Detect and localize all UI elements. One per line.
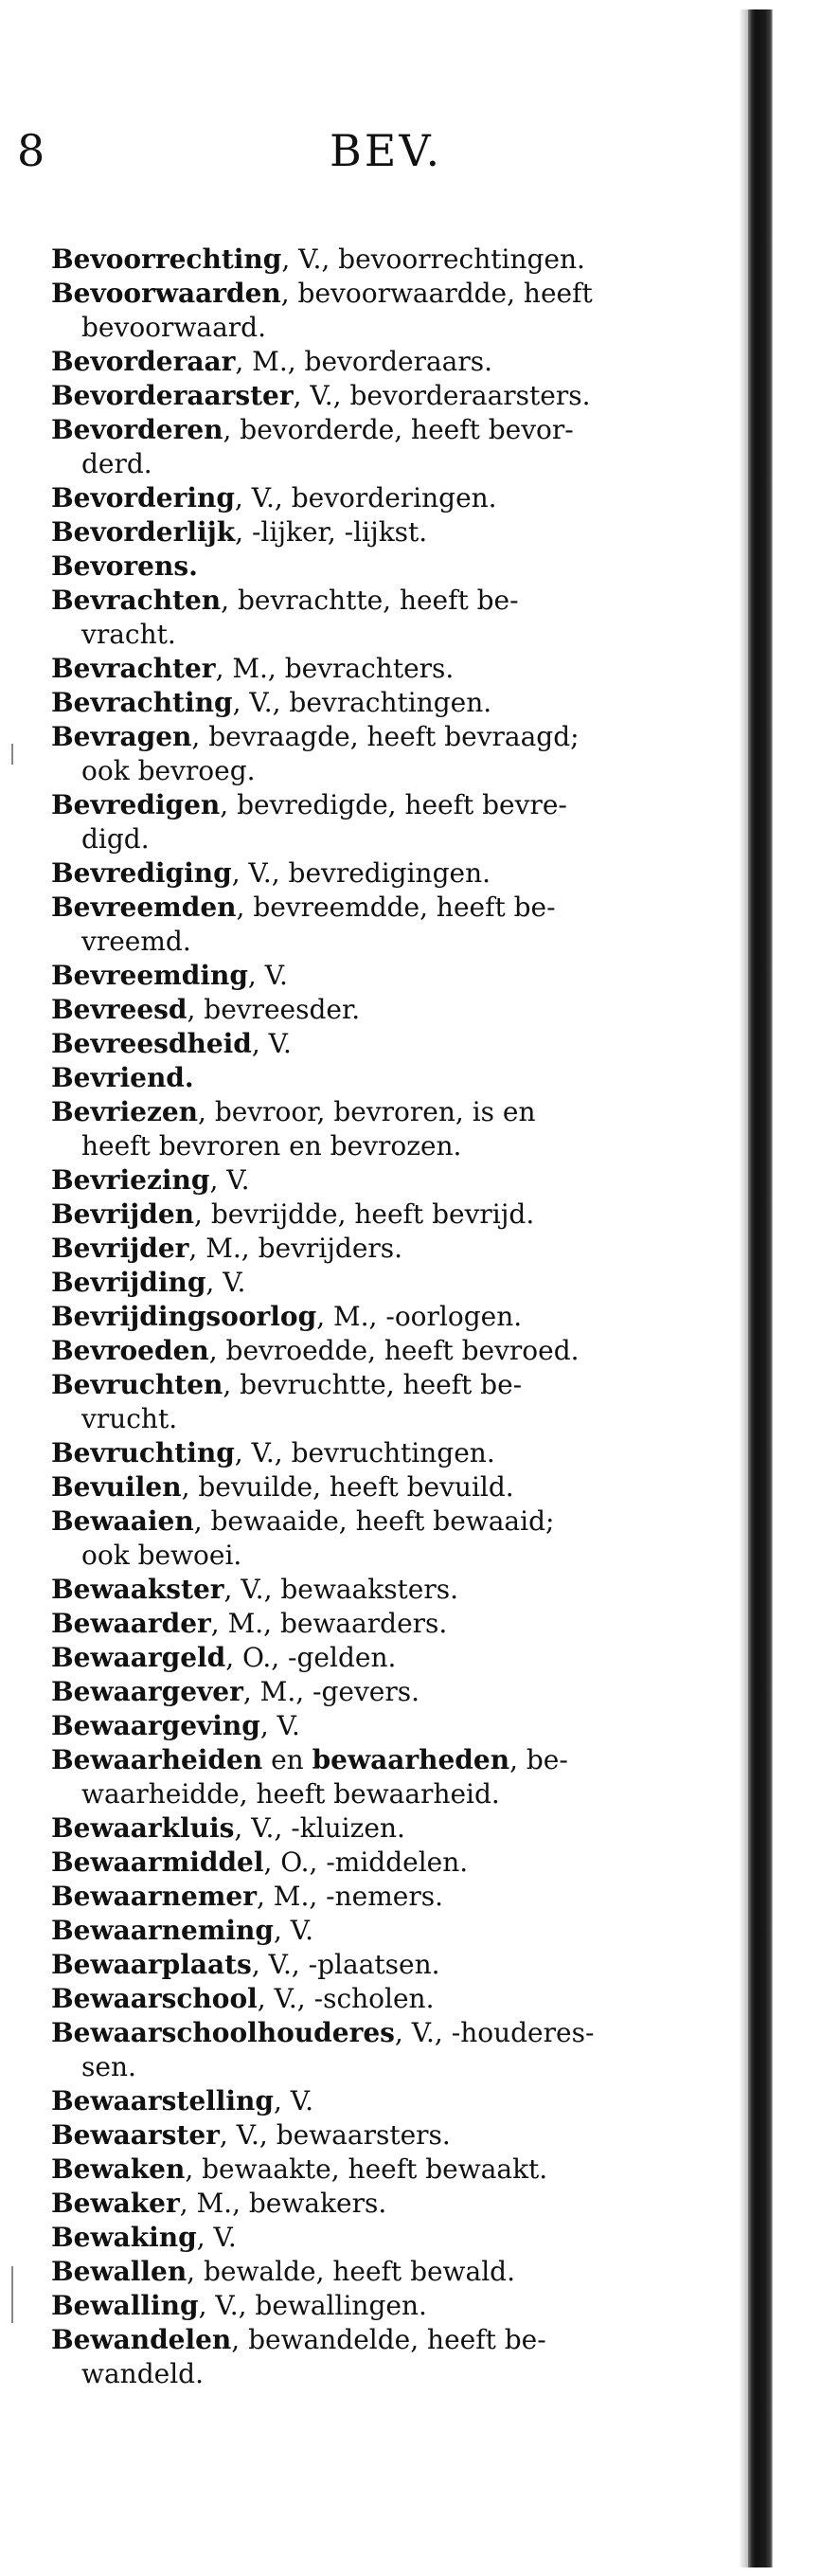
entry-line (51, 1948, 733, 1982)
entry-line (51, 2221, 733, 2255)
headword: Bevrijding (51, 1267, 206, 1298)
entry-line (51, 1743, 733, 1777)
entry-line (51, 1061, 733, 1095)
entry-text: wandeld. (81, 2358, 204, 2389)
dictionary-entry (51, 1163, 733, 1198)
entry-line (51, 1709, 733, 1743)
entry-line (51, 993, 733, 1027)
dictionary-entry (51, 1436, 733, 1470)
entry-text: , bevorderde, heeft bevor- (223, 414, 574, 445)
entry-text: , V., bewaaksters. (223, 1574, 459, 1605)
dictionary-entry (51, 1198, 733, 1232)
entry-continuation (51, 925, 733, 959)
entry-line (51, 686, 733, 720)
entry-text: , V., bevruchtingen. (234, 1437, 495, 1468)
entry-line (51, 2289, 733, 2323)
entry-text: , bevoorwaardde, heeft (280, 278, 593, 309)
dictionary-entry (51, 652, 733, 686)
entry-text: , V. (259, 1710, 300, 1741)
entry-text: , be- (509, 1744, 568, 1775)
dictionary-entry (51, 379, 733, 413)
headword: Bewaargeving (51, 1710, 260, 1741)
headword: Bewaarder (51, 1608, 211, 1639)
entry-text: , M., bevrijders. (188, 1233, 403, 1264)
entry-line (51, 1266, 733, 1300)
headword: Bevordering (51, 482, 235, 513)
dictionary-entry (51, 2221, 733, 2255)
headword: Bevreesdheid (51, 1028, 252, 1059)
headword: Bewaarschool (51, 1983, 258, 2014)
entry-text: , M., bewakers. (179, 2188, 387, 2219)
entry-line (51, 1880, 733, 1914)
entry-continuation (51, 1402, 733, 1436)
entry-continuation (51, 2050, 733, 2084)
headword: Bevorderen (51, 414, 223, 445)
entry-text: , V., bevorderaarsters. (293, 380, 591, 411)
entry-text: , bevroor, bevroren, is en (198, 1096, 536, 1127)
headword: Bewaarmiddel (51, 1846, 264, 1878)
headword: Bewaken (51, 2153, 186, 2185)
running-head: BEV. (330, 125, 443, 176)
headword: Bevredigen (51, 789, 221, 820)
entry-line (51, 379, 733, 413)
dictionary-entry (51, 1846, 733, 1880)
headword: Bewaker (51, 2188, 180, 2219)
headword: Bevreemding (51, 960, 248, 991)
entry-text: , -lijker, -lijkst. (235, 516, 428, 548)
headword: Bewaargeld (51, 1642, 226, 1673)
dictionary-entry (51, 413, 733, 481)
entry-text: , M., bevrachters. (215, 653, 455, 684)
dictionary-entry (51, 1027, 733, 1061)
dictionary-entry (51, 1334, 733, 1368)
entry-line (51, 277, 733, 311)
entry-line (51, 652, 733, 686)
entry-text: , V., bevredigingen. (231, 857, 491, 889)
entry-line (51, 1368, 733, 1402)
entry-text: , V., bevrachtingen. (232, 687, 492, 718)
entry-text: , V. (209, 1164, 250, 1196)
dictionary-entry (51, 686, 733, 720)
dictionary-entry (51, 1675, 733, 1709)
dictionary-entry (51, 788, 733, 856)
dictionary-entry (51, 515, 733, 549)
entry-line (51, 1504, 733, 1539)
headword: Bevoorwaarden (51, 278, 281, 309)
entry-text: , V. (196, 2222, 237, 2253)
entry-text: heeft bevroren en bevrozen. (81, 1130, 462, 1162)
entry-text: , bewalde, heeft bewald. (187, 2256, 515, 2287)
dictionary-entry (51, 1641, 733, 1675)
dictionary-entry (51, 1232, 733, 1266)
entry-text: , bevruchtte, heeft be- (223, 1369, 523, 1400)
dictionary-entry (51, 2289, 733, 2323)
entry-continuation (51, 447, 733, 481)
dictionary-entry (51, 1948, 733, 1982)
entry-line (51, 243, 733, 277)
entry-text: , bevredigde, heeft bevre- (220, 789, 567, 820)
headword: Bevragen (51, 721, 192, 752)
entry-text: vrucht. (81, 1403, 178, 1434)
headword: Bevorens. (51, 550, 198, 582)
entry-line (51, 481, 733, 515)
entry-text: , V., -scholen. (257, 1983, 435, 2014)
headword: Bewaarnemer (51, 1881, 257, 1912)
entry-text: , V. (274, 1915, 314, 1946)
entry-continuation (51, 1539, 733, 1573)
entry-line (51, 515, 733, 549)
entry-text: , V., bewallingen. (198, 2290, 427, 2321)
entry-line (51, 2118, 733, 2153)
entry-text: ook bevroeg. (81, 755, 256, 786)
dictionary-entry (51, 345, 733, 379)
dictionary-entry (51, 1743, 733, 1811)
entry-line (51, 2255, 733, 2289)
headword: Bevoorrechting (51, 243, 282, 275)
entry-text: , M., -oorlogen. (316, 1301, 523, 1332)
entry-line (51, 2187, 733, 2221)
headword: Bevrijdingsoorlog (51, 1301, 317, 1332)
entry-text: , bevreesder. (187, 994, 361, 1025)
entry-text: digd. (81, 823, 150, 855)
entry-text: vreemd. (81, 926, 191, 957)
entry-text: , bevraagde, heeft bevraagd; (191, 721, 580, 752)
dictionary-entry (51, 2016, 733, 2084)
dictionary-entry (51, 1300, 733, 1334)
dictionary-entry (51, 2084, 733, 2118)
entry-line (51, 1334, 733, 1368)
headword: Bevroeden (51, 1335, 209, 1366)
dictionary-entry (51, 959, 733, 993)
margin-mark (11, 744, 13, 765)
headword: Bevrijden (51, 1198, 195, 1230)
dictionary-entry (51, 1709, 733, 1743)
entry-line (51, 1573, 733, 1607)
entry-continuation (51, 1129, 733, 1163)
entry-text: , bewaakte, heeft bewaakt. (185, 2153, 548, 2185)
entry-line (51, 720, 733, 754)
entry-line (51, 1095, 733, 1129)
dictionary-entry (51, 720, 733, 788)
dictionary-entry (51, 2153, 733, 2187)
entry-line (51, 1846, 733, 1880)
entry-line (51, 788, 733, 822)
entry-text: , M., -gevers. (242, 1676, 420, 1707)
entry-line (51, 1198, 733, 1232)
entry-text: , V., bevorderingen. (234, 482, 497, 513)
headword: Bewaarstelling (51, 2085, 274, 2117)
dictionary-entry (51, 481, 733, 515)
headword: Bewaakster (51, 1574, 224, 1605)
entry-text: , V., -plaatsen. (251, 1949, 440, 1980)
dictionary-entry (51, 1095, 733, 1163)
entry-continuation (51, 2357, 733, 2391)
dictionary-entry (51, 1061, 733, 1095)
headword: Bewandelen (51, 2324, 232, 2355)
headword: Bevrijder (51, 1233, 189, 1264)
headword: Bewallen (51, 2256, 187, 2287)
dictionary-entry (51, 1266, 733, 1300)
entry-text: , V. (205, 1267, 246, 1298)
entry-text: , M., bevorderaars. (235, 346, 493, 377)
headword: Bewaaien (51, 1505, 194, 1537)
entry-text: , V., -houderes- (394, 2017, 595, 2048)
entry-text: , O., -gelden. (225, 1642, 397, 1673)
entry-continuation (51, 822, 733, 856)
dictionary-entry (51, 1573, 733, 1607)
entry-line (51, 413, 733, 447)
entry-line (51, 1300, 733, 1334)
dictionary-entry (51, 1368, 733, 1436)
entry-line (51, 2323, 733, 2357)
dictionary-entry (51, 243, 733, 277)
headword: Bewaarheiden (51, 1744, 263, 1775)
entry-text: , bewandelde, heeft be- (231, 2324, 546, 2355)
entry-text: , V., -kluizen. (234, 1812, 405, 1844)
entry-text: bevoorwaard. (81, 312, 266, 343)
dictionary-entry (51, 2118, 733, 2153)
entry-text: en (262, 1744, 312, 1775)
headword: Bewaarkluis (51, 1812, 235, 1844)
dictionary-entry (51, 891, 733, 959)
entry-continuation (51, 1777, 733, 1811)
binding-spine-edge (748, 9, 773, 2567)
dictionary-entry (51, 2323, 733, 2391)
headword: Bevorderlijk (51, 516, 236, 548)
entry-line (51, 1607, 733, 1641)
entry-continuation (51, 618, 733, 652)
headword: Bevriezing (51, 1164, 210, 1196)
headword: Bevrediging (51, 857, 232, 889)
entry-line (51, 959, 733, 993)
headword: Bevorderaarster (51, 380, 294, 411)
entry-text: , V. (273, 2085, 314, 2117)
entry-line (51, 856, 733, 891)
entry-text: vracht. (81, 619, 176, 650)
page-number: 8 (17, 125, 46, 176)
headword: Bewaking (51, 2222, 197, 2253)
dictionary-entry (51, 1607, 733, 1641)
entry-text: , bevuilde, heeft bevuild. (181, 1471, 514, 1503)
entry-text: , M., -nemers. (257, 1881, 444, 1912)
entry-continuation (51, 754, 733, 788)
headword: Bevrachten (51, 585, 222, 616)
dictionary-entry (51, 1880, 733, 1914)
dictionary-entry (51, 549, 733, 584)
entry-text: , V., bevoorrechtingen. (281, 243, 585, 275)
entry-line (51, 1163, 733, 1198)
entry-line (51, 549, 733, 584)
headword: Bevreesd (51, 994, 187, 1025)
headword: Bevriezen (51, 1096, 199, 1127)
entry-line (51, 1232, 733, 1266)
headword: Bewaargever (51, 1676, 243, 1707)
headword: bewaarheden (312, 1744, 510, 1775)
dictionary-entry (51, 993, 733, 1027)
headword: Bevriend. (51, 1062, 194, 1093)
entry-line (51, 1470, 733, 1504)
entry-text: , bevroedde, heeft bevroed. (208, 1335, 580, 1366)
entry-line (51, 1027, 733, 1061)
entry-line (51, 2153, 733, 2187)
entry-line (51, 2084, 733, 2118)
headword: Bewaarschoolhouderes (51, 2017, 395, 2048)
dictionary-entry (51, 1914, 733, 1948)
headword: Bevreemden (51, 892, 237, 923)
entry-text: , V., bewaarsters. (219, 2119, 451, 2151)
entry-continuation (51, 311, 733, 345)
headword: Bewaarplaats (51, 1949, 252, 1980)
entry-text: , O., -middelen. (263, 1846, 469, 1878)
entry-text: , M., bewaarders. (210, 1608, 448, 1639)
headword: Bewalling (51, 2290, 199, 2321)
entry-line (51, 1811, 733, 1846)
entry-text: , bevrijdde, heeft bevrijd. (194, 1198, 535, 1230)
headword: Bevrachter (51, 653, 216, 684)
headword: Bevuilen (51, 1471, 182, 1503)
entry-line (51, 1436, 733, 1470)
entries-list (51, 243, 733, 2391)
headword: Bevorderaar (51, 346, 236, 377)
entry-text: , bevrachtte, heeft be- (221, 585, 519, 616)
entry-text: sen. (81, 2051, 136, 2082)
entry-line (51, 1641, 733, 1675)
headword: Bewaarneming (51, 1915, 274, 1946)
dictionary-entry (51, 1470, 733, 1504)
entry-line (51, 891, 733, 925)
entry-text: , bewaaide, heeft bewaaid; (193, 1505, 555, 1537)
dictionary-entry (51, 584, 733, 652)
headword: Bevrachting (51, 687, 233, 718)
entry-line (51, 2016, 733, 2050)
entry-text: derd. (81, 448, 152, 479)
entry-line (51, 1914, 733, 1948)
entry-line (51, 584, 733, 618)
dictionary-entry (51, 1811, 733, 1846)
dictionary-entry (51, 2187, 733, 2221)
entry-text: , bevreemdde, heeft be- (236, 892, 556, 923)
entry-line (51, 1675, 733, 1709)
entry-text: ook bewoei. (81, 1540, 242, 1571)
dictionary-entry (51, 2255, 733, 2289)
entry-line (51, 1982, 733, 2016)
entry-text: , V. (251, 1028, 292, 1059)
dictionary-entry (51, 1982, 733, 2016)
dictionary-entry (51, 1504, 733, 1573)
headword: Bevruchting (51, 1437, 235, 1468)
headword: Bewaarster (51, 2119, 220, 2151)
dictionary-entry (51, 856, 733, 891)
entry-text: , V. (247, 960, 288, 991)
entry-text: waarheidde, heeft bewaarheid. (81, 1778, 500, 1810)
dictionary-entry (51, 277, 733, 345)
margin-mark (11, 2266, 13, 2323)
entry-line (51, 345, 733, 379)
headword: Bevruchten (51, 1369, 223, 1400)
